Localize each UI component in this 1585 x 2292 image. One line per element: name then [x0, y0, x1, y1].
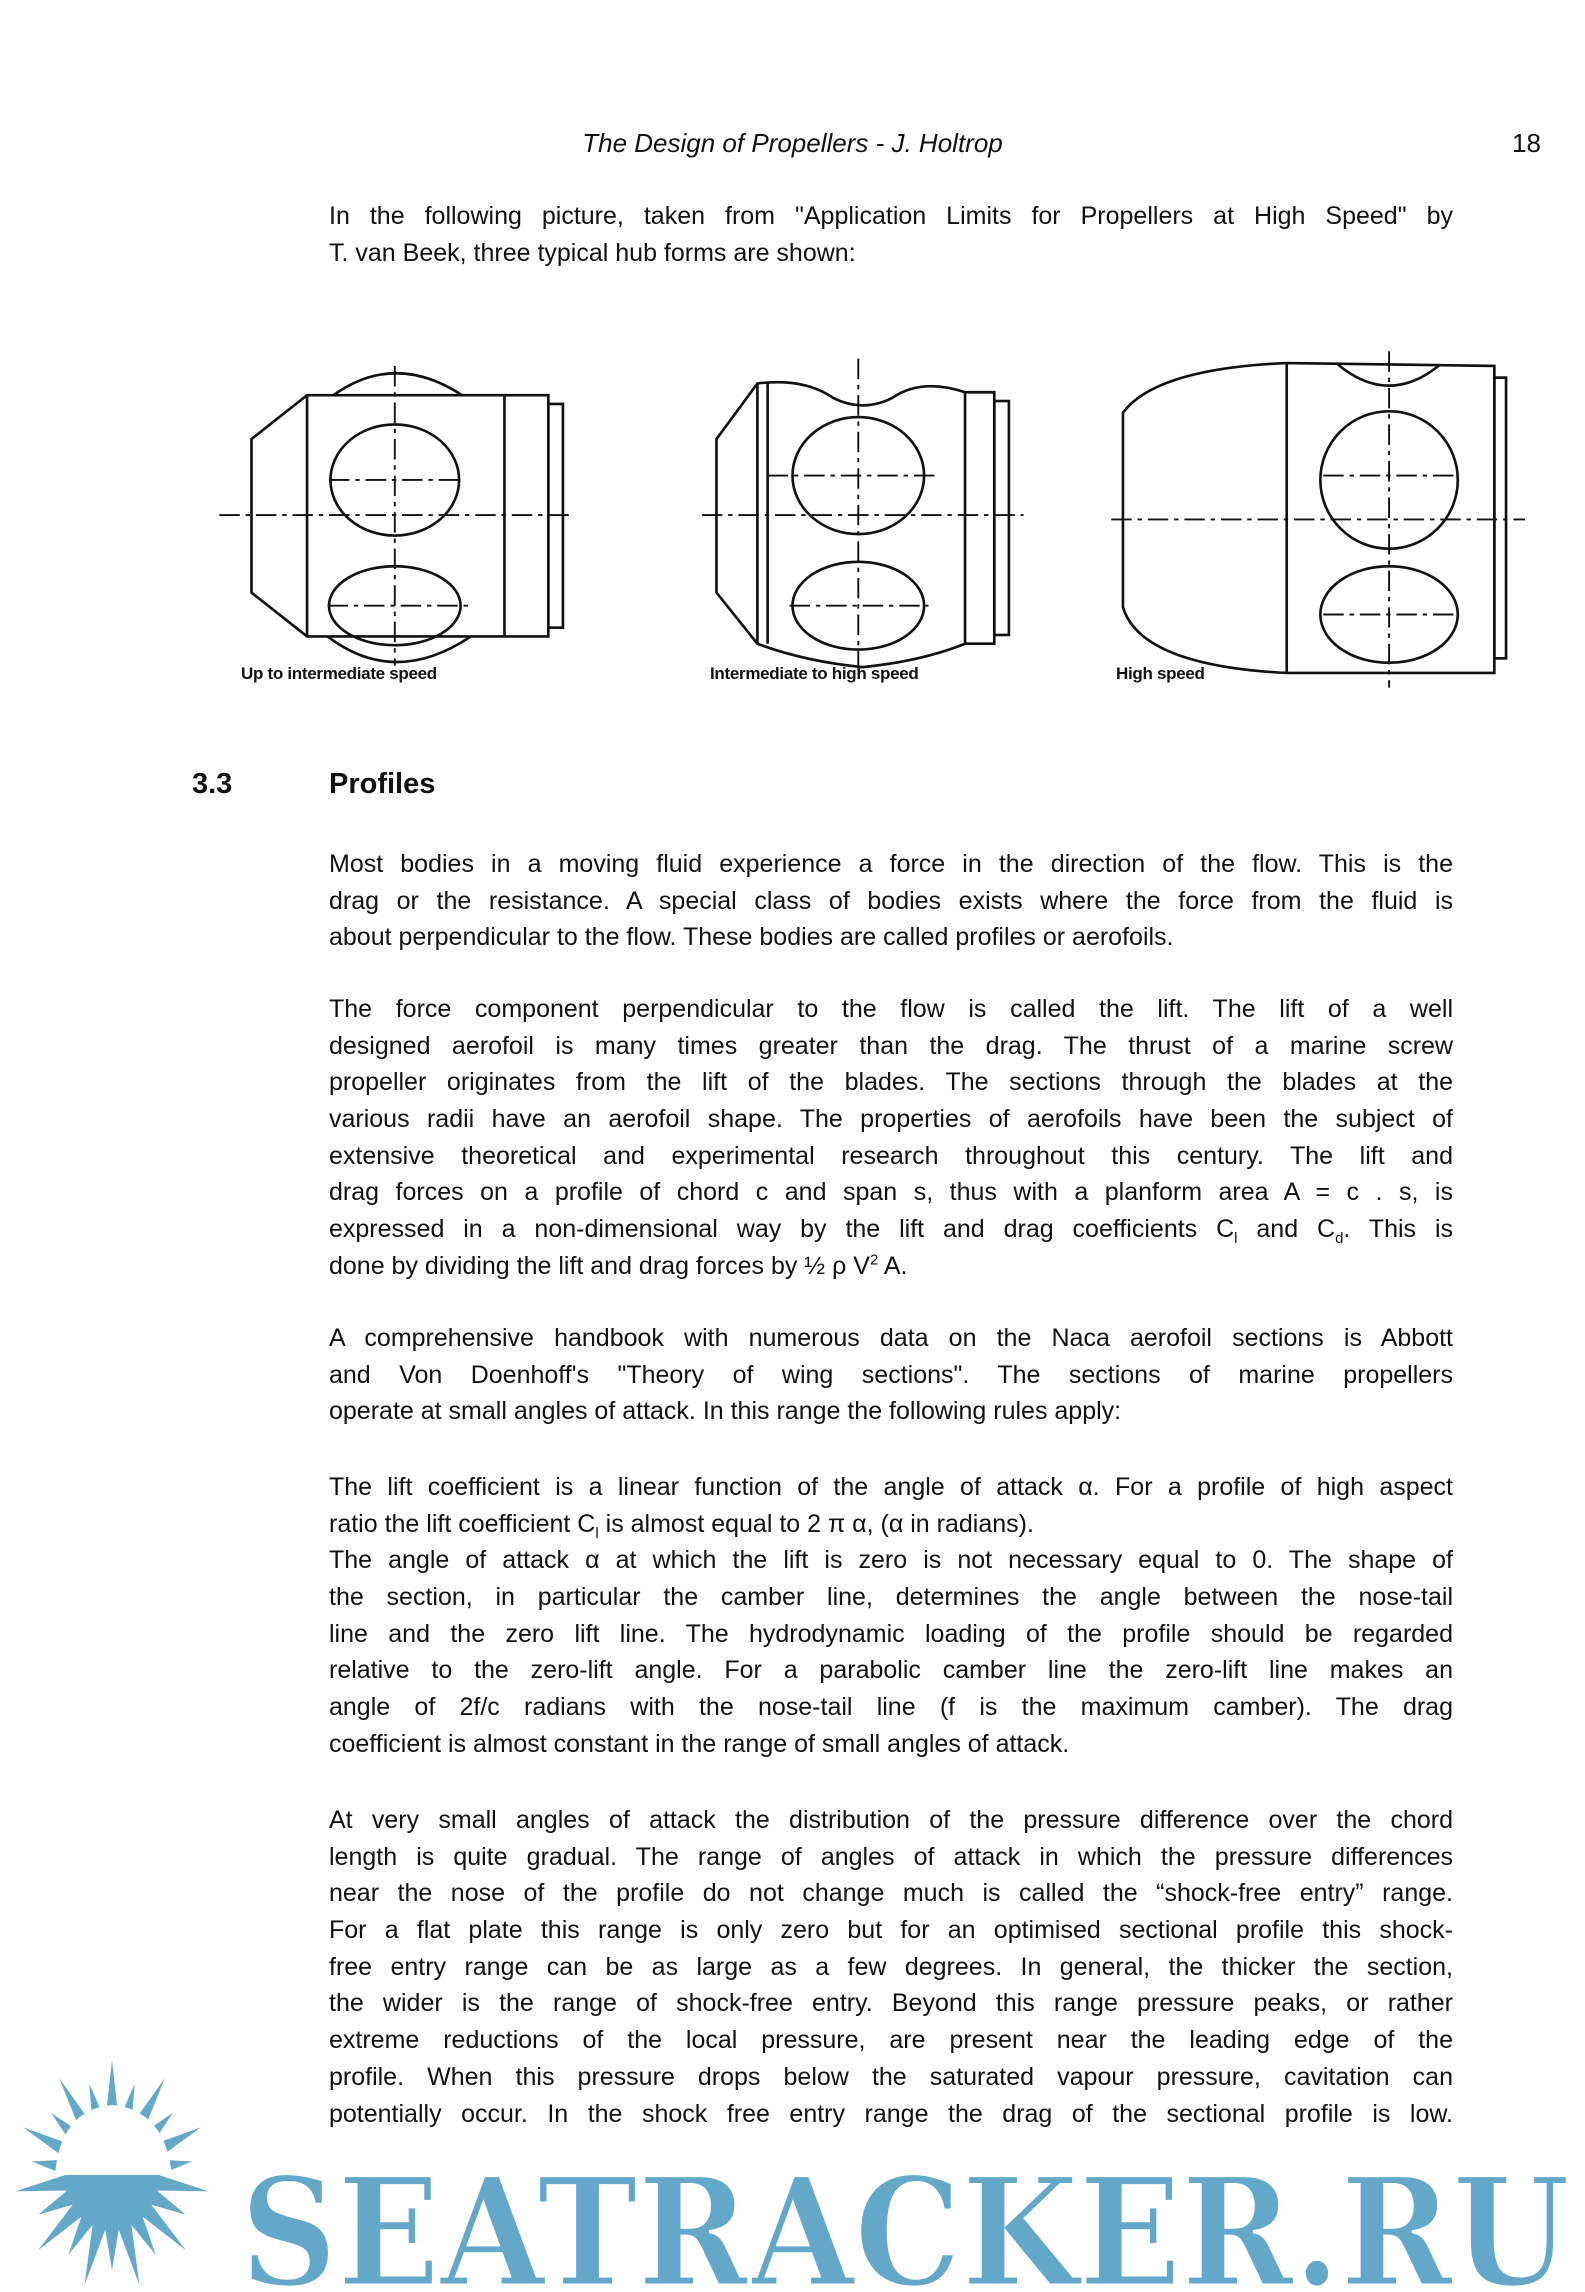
paragraph	[329, 1320, 1453, 1430]
subscript: d	[1335, 1230, 1344, 1248]
running-header: The Design of Propellers - J. Holtrop	[582, 128, 1003, 158]
text-line: relative to the zero-lift angle. For a parabolic camber line the zero-lift line makes an	[329, 1656, 1453, 1685]
text-line: angle of 2f/c radians with the nose-tail line (f is the maximum camber). The drag	[329, 1693, 1453, 1722]
text-segment: and C	[1237, 1215, 1336, 1244]
superscript: 2	[869, 1251, 879, 1269]
text-line: coefficient is almost constant in the range of small angles of attack.	[329, 1729, 1070, 1758]
text-line: The lift coefficient is a linear function of the angle of attack α. For a profile of high aspect	[329, 1473, 1453, 1501]
text-line: Most bodies in a moving fluid experience a force in the direction of the flow. This is the	[329, 850, 1453, 878]
watermark-text: SEATRACKER.RU	[240, 2145, 1570, 2292]
caption-up-to-intermediate: Up to intermediate speed	[241, 664, 437, 683]
hub-drawing-intermediate-high	[702, 359, 1024, 670]
hub-drawing-high-speed	[1111, 351, 1525, 687]
section-title: Profiles	[329, 768, 436, 800]
text-line	[329, 1211, 1453, 1248]
text-line: line and the zero lift line. The hydrodynamic loading of the profile should be regarded	[329, 1619, 1453, 1648]
text-segment: is almost equal to 2 π α, (α in radians).	[598, 1509, 1034, 1538]
page-number: 18	[1512, 128, 1541, 158]
text-line: T. van Beek, three typical hub forms are shown:	[329, 238, 856, 267]
text-line: The force component perpendicular to the flow is called the lift. The lift of a well	[329, 995, 1453, 1023]
text-line: about perpendicular to the flow. These bodies are called profiles or aerofoils.	[329, 923, 1174, 952]
text-line: operate at small angles of attack. In this range the following rules apply:	[329, 1397, 1122, 1426]
text-line: various radii have an aerofoil shape. The properties of aerofoils have been the subject of	[329, 1105, 1453, 1134]
text-line: designed aerofoil is many times greater than the drag. The thrust of a marine screw	[329, 1031, 1453, 1060]
text-segment: done by dividing the lift and drag forces by ½ ρ V	[329, 1251, 870, 1280]
text-line: potentially occur. In the shock free entry range the drag of the sectional profile is low.	[329, 2099, 1453, 2128]
caption-intermediate-to-high: Intermediate to high speed	[710, 664, 919, 683]
text-segment: expressed in a non-dimensional way by the lift and drag coefficients C	[329, 1215, 1235, 1244]
text-line: In the following picture, taken from "Application Limits for Propellers at High Speed" by	[329, 202, 1453, 230]
paragraph	[329, 991, 1453, 1285]
text-segment: A.	[878, 1251, 908, 1280]
text-line: The angle of attack α at which the lift is zero is not necessary equal to 0. The shape of	[329, 1546, 1453, 1575]
subscript: l	[1234, 1230, 1238, 1248]
paragraph	[329, 846, 1453, 956]
text-line: the section, in particular the camber line, determines the angle between the nose-tail	[329, 1583, 1453, 1612]
text-line: At very small angles of attack the distribution of the pressure difference over the chord	[329, 1806, 1453, 1834]
text-line: extreme reductions of the local pressure, are present near the leading edge of the	[329, 2026, 1453, 2055]
paragraph	[329, 1469, 1453, 1763]
text-segment: . This is	[1343, 1215, 1453, 1244]
text-line: extensive theoretical and experimental research throughout this century. The lift and	[329, 1141, 1453, 1170]
sun-icon	[15, 2060, 209, 2285]
hub-drawing-intermediate	[219, 366, 574, 666]
text-line: drag forces on a profile of chord c and span s, thus with a planform area A = c . s, is	[329, 1178, 1453, 1207]
text-line	[329, 1506, 1453, 1543]
text-line: near the nose of the profile do not change much is called the “shock-free entry” range.	[329, 1879, 1453, 1908]
text-line: the wider is the range of shock-free entry. Beyond this range pressure peaks, or rather	[329, 1989, 1453, 2018]
text-line: and Von Doenhoff's "Theory of wing sections". The sections of marine propellers	[329, 1360, 1453, 1389]
text-line	[329, 1248, 1453, 1285]
text-line: drag or the resistance. A special class of bodies exists where the force from the fluid is	[329, 886, 1453, 915]
text-line: length is quite gradual. The range of angles of attack in which the pressure differences	[329, 1842, 1453, 1871]
caption-high-speed: High speed	[1116, 664, 1205, 683]
text-segment: ratio the lift coefficient C	[329, 1509, 596, 1538]
text-line: For a flat plate this range is only zero but for an optimised sectional profile this shock-	[329, 1916, 1453, 1945]
seatracker-watermark-logo	[0, 2040, 1585, 2292]
section-number: 3.3	[192, 768, 233, 800]
text-line: A comprehensive handbook with numerous data on the Naca aerofoil sections is Abbott	[329, 1324, 1453, 1352]
subscript: l	[595, 1524, 599, 1542]
text-line: profile. When this pressure drops below the saturated vapour pressure, cavitation can	[329, 2062, 1453, 2091]
text-line: propeller originates from the lift of the blades. The sections through the blades at the	[329, 1068, 1453, 1097]
text-line: free entry range can be as large as a few degrees. In general, the thicker the section,	[329, 1952, 1453, 1981]
